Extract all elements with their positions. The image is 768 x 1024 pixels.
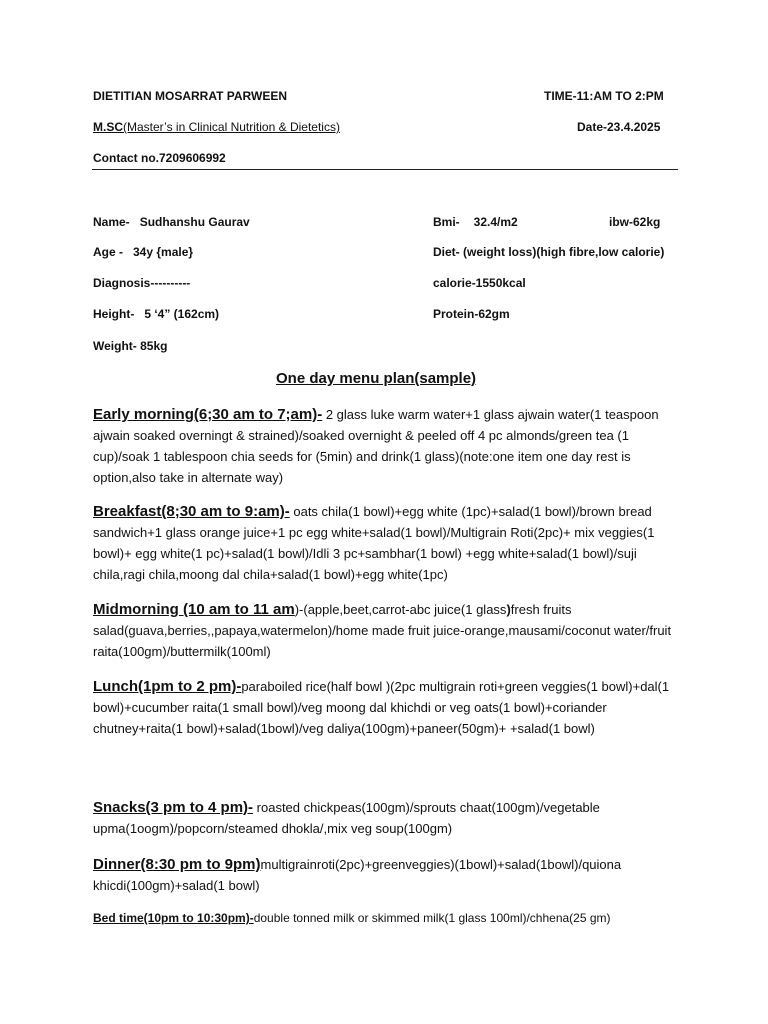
meal-lunch — [93, 676, 673, 739]
height-label: Height- — [93, 307, 135, 321]
name-value: Sudhanshu Gaurav — [139, 215, 250, 229]
meal-label: Bed time(10pm to 10:30pm)- — [93, 911, 254, 925]
meal-dinner — [93, 854, 673, 896]
height-value: 5 ‘4” (162cm) — [144, 307, 220, 321]
patient-age — [93, 245, 193, 259]
consult-time: TIME-11:AM TO 2:PM — [544, 89, 664, 103]
contact-number: Contact no.7209606992 — [93, 151, 226, 165]
patient-weight: Weight- 85kg — [93, 339, 168, 353]
meal-label: Midmorning (10 am to 11 am — [93, 601, 295, 618]
bmi-value: 32.4/m2 — [473, 215, 518, 229]
patient-diagnosis: Diagnosis---------- — [93, 276, 191, 290]
bmi-label: Bmi- — [433, 215, 460, 229]
name-label: Name- — [93, 215, 130, 229]
patient-bmi — [433, 215, 518, 229]
patient-ibw: ibw-62kg — [609, 215, 661, 229]
meal-text-paren: ) — [506, 602, 511, 617]
patient-height — [93, 307, 219, 321]
meal-label: Dinner(8:30 pm to 9pm) — [93, 856, 261, 873]
qualification — [93, 120, 340, 134]
meal-text: paraboiled rice(half bowl )(2pc multigrain roti+green veggies(1 bowl)+dal(1 bowl)+cucumber raita(1 small bowl)/veg moong dal khichdi or veg oats(1 bowl)+coriander chutney+raita(1 bowl)+salad(1bowl)/veg daliya(100gm)+paneer(50gm)+ +salad(1 bowl) — [93, 679, 670, 736]
meal-label: Snacks(3 pm to 4 pm)- — [93, 799, 254, 816]
meal-text: oats chila(1 bowl)+egg white (1pc)+salad(1 bowl)/brown bread sandwich+1 glass orange juice+1 pc egg white+salad(1 bowl)/Multigrain Roti(2pc)+ mix veggies(1 bowl)+ egg white(1 pc)+salad(1 bowl)/Idli 3 pc+sambhar(1 bowl) +egg white+salad(1 bowl)/suji chila,ragi chila,moong dal chila+salad(1 bowl)+egg white(1pc) — [93, 504, 655, 582]
age-label: Age - — [93, 245, 123, 259]
protein-target: Protein-62gm — [433, 307, 510, 321]
meal-midmorning — [93, 599, 673, 662]
diet-type: Diet- (weight loss)(high fibre,low calorie) — [433, 245, 665, 259]
meal-snacks — [93, 797, 673, 839]
header-divider — [92, 169, 678, 170]
meal-text: fresh fruits salad(guava,berries,,papaya,watermelon)/home made fruit juice-orange,mausami/coconut water/fruit raita(100gm)/buttermilk(100ml) — [93, 602, 672, 659]
age-value: 34y {male} — [133, 245, 194, 259]
meal-text: multigrainroti(2pc)+greenveggies)(1bowl)+salad(1bowl)/quiona khicdi(100gm)+salad(1 bowl) — [93, 857, 622, 893]
meal-label: Early morning(6;30 am to 7;am)- — [93, 406, 323, 423]
qualification-full: (Master’s in Clinical Nutrition & Dietetics) — [123, 120, 340, 134]
dietitian-name: DIETITIAN MOSARRAT PARWEEN — [93, 89, 287, 103]
meal-breakfast — [93, 501, 673, 585]
meal-text: double tonned milk or skimmed milk(1 glass 100ml)/chhena(25 gm) — [253, 911, 611, 925]
meal-text: 2 glass luke warm water+1 glass ajwain water(1 teaspoon ajwain soaked overningt & strained)/soaked overnight & peeled off 4 pc almonds/green tea (1 cup)/soak 1 tablespoon chia seeds for (5min) and drink(1 glass)(note:one item one day rest is option,also take in alternate way) — [93, 407, 659, 485]
qualification-abbr: M.SC — [93, 120, 123, 134]
calorie-target: calorie-1550kcal — [433, 276, 526, 290]
meal-label: Lunch(1pm to 2 pm)- — [93, 678, 242, 695]
meal-early-morning — [93, 404, 673, 488]
consult-date: Date-23.4.2025 — [577, 120, 661, 134]
patient-name — [93, 215, 250, 229]
meal-bedtime — [93, 911, 693, 925]
meal-label: Breakfast(8;30 am to 9:am)- — [93, 503, 290, 520]
meal-text: roasted chickpeas(100gm)/sprouts chaat(100gm)/vegetable upma(1oogm)/popcorn/steamed dhokla/,mix veg soup(100gm) — [93, 800, 600, 836]
plan-title: One day menu plan(sample) — [276, 370, 477, 387]
meal-text: )-(apple,beet,carrot-abc juice(1 glass — [294, 602, 507, 617]
